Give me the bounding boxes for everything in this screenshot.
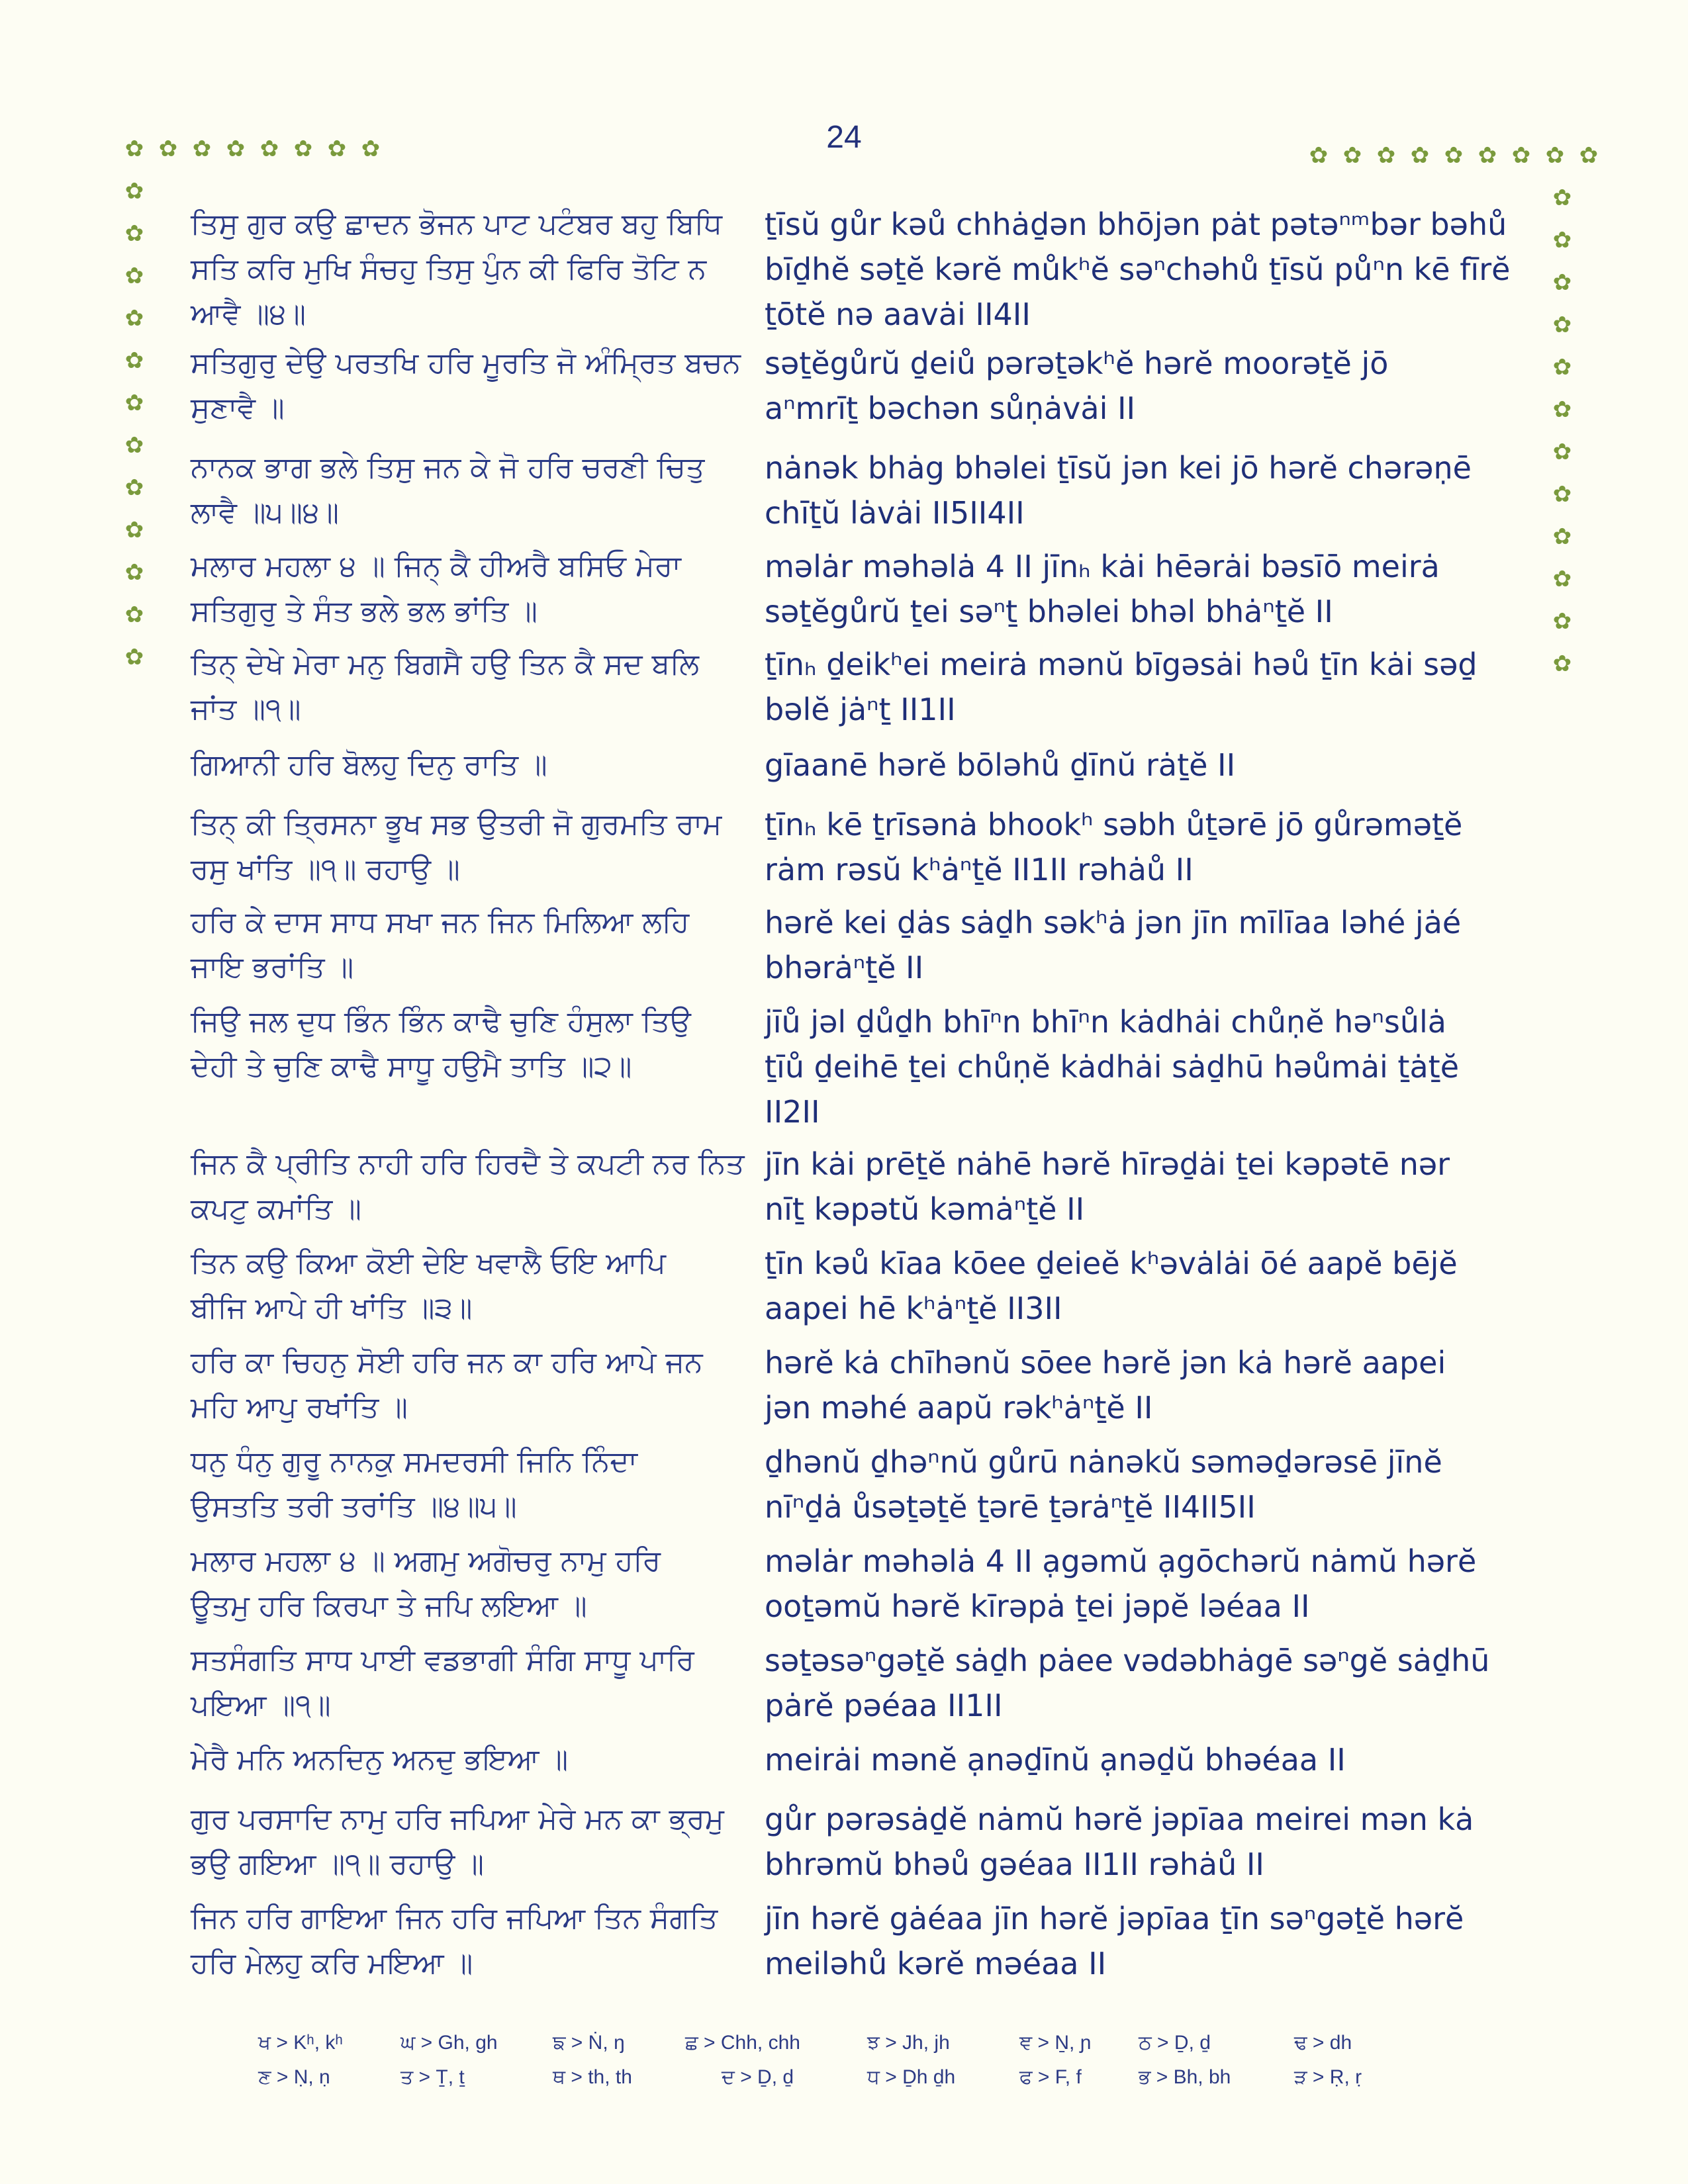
transliteration-text: ṯīnₕ ḏeikʰei meirȧ mənŭ bīgəsȧi həů ṯīn kȧi səḏ bəlĕ jȧⁿṯ II1II bbox=[765, 647, 1477, 727]
gurmukhi-text: ਤਿਨ੍ ਕੀ ਤ੍ਰਿਸਨਾ ਭੂਖ ਸਭ ਉਤਰੀ ਜੋ ਗੁਰਮਤਿ ਰਾਮ ਰਸੁ ਖਾਂਤਿ ॥੧॥ ਰਹਾਉ ॥ bbox=[191, 807, 722, 886]
flower-icon: ✿ bbox=[192, 136, 212, 162]
legend-item: ਝ > Jh, jh bbox=[867, 2032, 950, 2054]
transliteration-text: məlȧr məhəlȧ 4 II ạgəmŭ ạgōchərŭ nȧmŭ hərĕ ooṯəmŭ hərĕ kīrəpȧ ṯei jəpĕ ləéaa II bbox=[765, 1543, 1477, 1624]
legend-item: ਞ > Ṉ, ɲ bbox=[1019, 2032, 1092, 2054]
transliteration-text: ḏhənŭ ḏhəⁿnŭ gůrū nȧnəkŭ səməḏərəsē jīnĕ nīⁿḏȧ ůsəṯəṯĕ ṯərē ṯərȧⁿṯĕ II4II5II bbox=[765, 1444, 1442, 1525]
flower-icon: ✿ bbox=[327, 136, 347, 162]
flower-icon: ✿ bbox=[124, 263, 144, 289]
gurmukhi-text: ਹਰਿ ਕਾ ਚਿਹਨੁ ਸੋਈ ਹਰਿ ਜਨ ਕਾ ਹਰਿ ਆਪੇ ਜਨ ਮਹਿ ਆਪੁ ਰਖਾਂਤਿ ॥ bbox=[191, 1345, 703, 1424]
flower-icon: ✿ bbox=[124, 475, 144, 501]
flower-icon: ✿ bbox=[1552, 354, 1572, 381]
legend-item: ਠ > Ḏ, ḏ bbox=[1139, 2032, 1211, 2054]
flower-icon: ✿ bbox=[293, 136, 313, 162]
gurmukhi-text: ਹਰਿ ਕੇ ਦਾਸ ਸਾਧ ਸਖਾ ਜਨ ਜਿਨ ਮਿਲਿਆ ਲਹਿ ਜਾਇ ਭਰਾਂਤਿ ॥ bbox=[191, 905, 690, 984]
legend-item: ੜ > Ṛ, ṛ bbox=[1294, 2066, 1362, 2088]
flower-icon: ✿ bbox=[124, 432, 144, 459]
transliteration-text: gīaanē hərĕ bōləhů ḏīnŭ rȧṯĕ II bbox=[765, 747, 1236, 783]
gurmukhi-text: ਤਿਸੁ ਗੁਰ ਕਉ ਛਾਦਨ ਭੋਜਨ ਪਾਟ ਪਟੰਬਰ ਬਹੁ ਬਿਧਿ ਸਤਿ ਕਰਿ ਮੁਖਿ ਸੰਚਹੁ ਤਿਸੁ ਪੁੰਨ ਕੀ ਫਿਰਿ ਤੋਟਿ ਨ ਆਵੈ ॥੪॥ bbox=[191, 207, 722, 331]
legend-item: ਫ > F, f bbox=[1019, 2066, 1082, 2088]
flower-icon: ✿ bbox=[1552, 439, 1572, 465]
transliteration-text: meirȧi mənĕ ạnəḏīnŭ ạnəḏŭ bhəéaa II bbox=[765, 1742, 1346, 1778]
legend-item: ਢ > dh bbox=[1294, 2032, 1352, 2054]
gurmukhi-text: ਸਤਿਗੁਰੁ ਦੇਉ ਪਰਤਖਿ ਹਰਿ ਮੂਰਤਿ ਜੋ ਅੰਮ੍ਰਿਤ ਬਚਨ ਸੁਣਾਵੈ ॥ bbox=[191, 346, 741, 425]
flower-icon: ✿ bbox=[1552, 227, 1572, 253]
flower-icon: ✿ bbox=[1552, 396, 1572, 423]
gurmukhi-text: ਧਨੁ ਧੰਨੁ ਗੁਰੂ ਨਾਨਕੁ ਸਮਦਰਸੀ ਜਿਨਿ ਨਿੰਦਾ ਉਸਤਤਿ ਤਰੀ ਤਰਾਂਤਿ ॥੪॥੫॥ bbox=[191, 1445, 638, 1524]
gurmukhi-text: ਜਿਉ ਜਲ ਦੁਧ ਭਿੰਨ ਭਿੰਨ ਕਾਢੈ ਚੁਣਿ ਹੰਸੁਲਾ ਤਿਉ ਦੇਹੀ ਤੇ ਚੁਣਿ ਕਾਢੈ ਸਾਧੂ ਹਉਮੈ ਤਾਤਿ ॥੨॥ bbox=[191, 1005, 691, 1083]
legend-item: ਙ > Ṅ, ŋ bbox=[553, 2032, 625, 2054]
gurmukhi-text: ਜਿਨ ਕੈ ਪ੍ਰੀਤਿ ਨਾਹੀ ਹਰਿ ਹਿਰਦੈ ਤੇ ਕਪਟੀ ਨਰ ਨਿਤ ਕਪਟੁ ਕਮਾਂਤਿ ॥ bbox=[191, 1147, 745, 1226]
transliteration-text: jīn hərĕ gȧéaa jīn hərĕ jəpīaa ṯīn səⁿgəṯĕ hərĕ meiləhů kərĕ məéaa II bbox=[765, 1901, 1464, 1981]
flower-icon: ✿ bbox=[1552, 566, 1572, 592]
flower-icon: ✿ bbox=[226, 136, 246, 162]
flower-icon: ✿ bbox=[1552, 523, 1572, 550]
gurmukhi-text: ਮੇਰੈ ਮਨਿ ਅਨਦਿਨੁ ਅਨਦੁ ਭਇਆ ॥ bbox=[191, 1743, 569, 1776]
transliteration-text: jīn kȧi prēṯĕ nȧhē hərĕ hīrəḏȧi ṯei kəpətē nər nīṯ kəpətŭ kəmȧⁿṯĕ II bbox=[765, 1146, 1450, 1227]
legend-item: ਥ > th, th bbox=[553, 2066, 632, 2088]
flower-icon: ✿ bbox=[1552, 608, 1572, 635]
gurmukhi-text: ਸਤਸੰਗਤਿ ਸਾਧ ਪਾਈ ਵਡਭਾਗੀ ਸੰਗਿ ਸਾਧੂ ਪਾਰਿ ਪਇਆ ॥੧॥ bbox=[191, 1643, 694, 1722]
flower-icon: ✿ bbox=[1552, 185, 1572, 211]
transliteration-text: ṯīn kəů kīaa kōee ḏeieĕ kʰəvȧlȧi ōé aapĕ bējĕ aapei hē kʰȧⁿṯĕ II3II bbox=[765, 1246, 1458, 1326]
transliteration-text: gůr pərəsȧḏĕ nȧmŭ hərĕ jəpīaa meirei mən kȧ bhrəmŭ bhəů gəéaa II1II rəhȧů II bbox=[765, 1801, 1474, 1882]
gurmukhi-text: ਤਿਨ ਕਉ ਕਿਆ ਕੋਈ ਦੇਇ ਖਵਾਲੈ ਓਇ ਆਪਿ ਬੀਜਿ ਆਪੇ ਹੀ ਖਾਂਤਿ ॥੩॥ bbox=[191, 1246, 666, 1325]
gurmukhi-text: ਮਲਾਰ ਮਹਲਾ ੪ ॥ ਜਿਨ੍ ਕੈ ਹੀਅਰੈ ਬਸਿਓ ਮੇਰਾ ਸਤਿਗੁਰੁ ਤੇ ਸੰਤ ਭਲੇ ਭਲ ਭਾਂਤਿ ॥ bbox=[191, 549, 681, 628]
transliteration-text: hərĕ kȧ chīhənŭ sōee hərĕ jən kȧ hərĕ aapei jən məhé aapŭ rəkʰȧⁿṯĕ II bbox=[765, 1345, 1446, 1426]
flower-icon: ✿ bbox=[1444, 142, 1464, 169]
flower-icon: ✿ bbox=[124, 602, 144, 628]
legend-item: ਘ > Gh, gh bbox=[400, 2032, 498, 2054]
flower-icon: ✿ bbox=[1309, 142, 1329, 169]
flower-icon: ✿ bbox=[124, 390, 144, 416]
gurmukhi-text: ਗੁਰ ਪਰਸਾਦਿ ਨਾਮੁ ਹਰਿ ਜਪਿਆ ਮੇਰੇ ਮਨ ਕਾ ਭ੍ਰਮੁ ਭਉ ਗਇਆ ॥੧॥ ਰਹਾਉ ॥ bbox=[191, 1802, 724, 1881]
flower-icon: ✿ bbox=[124, 644, 144, 670]
gurmukhi-text: ਤਿਨ੍ ਦੇਖੇ ਮੇਰਾ ਮਨੁ ਬਿਗਸੈ ਹਉ ਤਿਨ ਕੈ ਸਦ ਬਲਿ ਜਾਂਤ ॥੧॥ bbox=[191, 647, 700, 726]
flower-icon: ✿ bbox=[158, 136, 178, 162]
legend-item: ਦ > Ḏ, ḏ bbox=[722, 2066, 794, 2088]
gurmukhi-text: ਨਾਨਕ ਭਾਗ ਭਲੇ ਤਿਸੁ ਜਨ ਕੇ ਜੋ ਹਰਿ ਚਰਣੀ ਚਿਤੁ ਲਾਵੈ ॥੫॥੪॥ bbox=[191, 451, 705, 529]
legend-row bbox=[258, 2066, 1450, 2101]
legend-item: ਭ > Bh, bh bbox=[1139, 2066, 1231, 2088]
flower-icon: ✿ bbox=[1552, 651, 1572, 677]
flower-icon: ✿ bbox=[361, 136, 381, 162]
flower-icon: ✿ bbox=[124, 305, 144, 332]
legend-item: ਤ > Ṯ, ṯ bbox=[400, 2066, 465, 2088]
legend-item: ਖ > Kʰ, kʰ bbox=[258, 2032, 343, 2054]
flower-icon: ✿ bbox=[1342, 142, 1362, 169]
page-number: 24 bbox=[826, 120, 862, 155]
flower-icon: ✿ bbox=[124, 347, 144, 374]
flower-icon: ✿ bbox=[1477, 142, 1497, 169]
legend-item: ਛ > Chh, chh bbox=[685, 2032, 800, 2054]
flower-icon: ✿ bbox=[1410, 142, 1430, 169]
transliteration-text: hərĕ kei ḏȧs sȧḏh səkʰȧ jən jīn mīlīaa ləhé jȧé bhərȧⁿṯĕ II bbox=[765, 905, 1462, 985]
flower-icon: ✿ bbox=[1376, 142, 1396, 169]
legend-item: ਧ > Ḏh ḏh bbox=[867, 2066, 956, 2088]
transliteration-text: səṯĕgůrŭ ḏeiů pərəṯəkʰĕ hərĕ moorəṯĕ jō aⁿmrīṯ bəchən sůṇȧvȧi II bbox=[765, 345, 1389, 426]
transliteration-text: nȧnək bhȧg bhəlei ṯīsŭ jən kei jō hərĕ chərəṇē chīṯŭ lȧvȧi II5II4II bbox=[765, 450, 1472, 531]
flower-icon: ✿ bbox=[124, 178, 144, 205]
flower-icon: ✿ bbox=[124, 517, 144, 543]
transliteration-text: jīů jəl ḏůḏh bhīⁿn bhīⁿn kȧdhȧi chůṇĕ həⁿsůlȧ ṯīů ḏeihē ṯei chůṇĕ kȧdhȧi sȧḏhū həůmȧi ṯȧṯĕ II2II bbox=[765, 1004, 1459, 1130]
gurmukhi-text: ਗਿਆਨੀ ਹਰਿ ਬੋਲਹੁ ਦਿਨੁ ਰਾਤਿ ॥ bbox=[191, 748, 547, 782]
gurmukhi-text: ਮਲਾਰ ਮਹਲਾ ੪ ॥ ਅਗਮੁ ਅਗੋਚਰੁ ਨਾਮੁ ਹਰਿ ਊਤਮੁ ਹਰਿ ਕਿਰਪਾ ਤੇ ਜਪਿ ਲਇਆ ॥ bbox=[191, 1544, 661, 1623]
flower-icon: ✿ bbox=[1552, 312, 1572, 338]
flower-icon: ✿ bbox=[1511, 142, 1531, 169]
transliteration-text: ṯīnₕ kē ṯrīsənȧ bhookʰ səbh ůṯərē jō gůrəməṯĕ rȧm rəsŭ kʰȧⁿṯĕ II1II rəhȧů II bbox=[765, 807, 1463, 887]
gurmukhi-text: ਜਿਨ ਹਰਿ ਗਾਇਆ ਜਿਨ ਹਰਿ ਜਪਿਆ ਤਿਨ ਸੰਗਤਿ ਹਰਿ ਮੇਲਹੁ ਕਰਿ ਮਇਆ ॥ bbox=[191, 1901, 718, 1980]
legend-item: ਣ > Ṇ, ṇ bbox=[258, 2066, 330, 2088]
transliteration-text: səṯəsəⁿgəṯĕ sȧḏh pȧee vədəbhȧgē səⁿgĕ sȧḏhū pȧrĕ pəéaa II1II bbox=[765, 1643, 1490, 1723]
transliteration-text: ṯīsŭ gůr kəů chhȧḏən bhōjən pȧt pətəⁿᵐbər bəhů bīḏhĕ səṯĕ kərĕ můkʰĕ səⁿchəhů ṯīsŭ půⁿn kē fīrĕ ṯōtĕ nə aavȧi II4II bbox=[765, 206, 1511, 332]
flower-icon: ✿ bbox=[1579, 142, 1599, 169]
transliteration-text: məlȧr məhəlȧ 4 II jīnₕ kȧi hēərȧi bəsīō meirȧ səṯĕgůrŭ ṯei səⁿṯ bhəlei bhəl bhȧⁿṯĕ II bbox=[765, 549, 1440, 629]
legend-row bbox=[258, 2032, 1450, 2066]
flower-icon: ✿ bbox=[124, 559, 144, 586]
transliteration-legend bbox=[258, 2032, 1450, 2101]
flower-icon: ✿ bbox=[1545, 142, 1565, 169]
flower-icon: ✿ bbox=[124, 220, 144, 247]
flower-icon: ✿ bbox=[1552, 481, 1572, 508]
flower-icon: ✿ bbox=[1552, 269, 1572, 296]
flower-icon: ✿ bbox=[259, 136, 279, 162]
flower-icon: ✿ bbox=[124, 136, 144, 162]
